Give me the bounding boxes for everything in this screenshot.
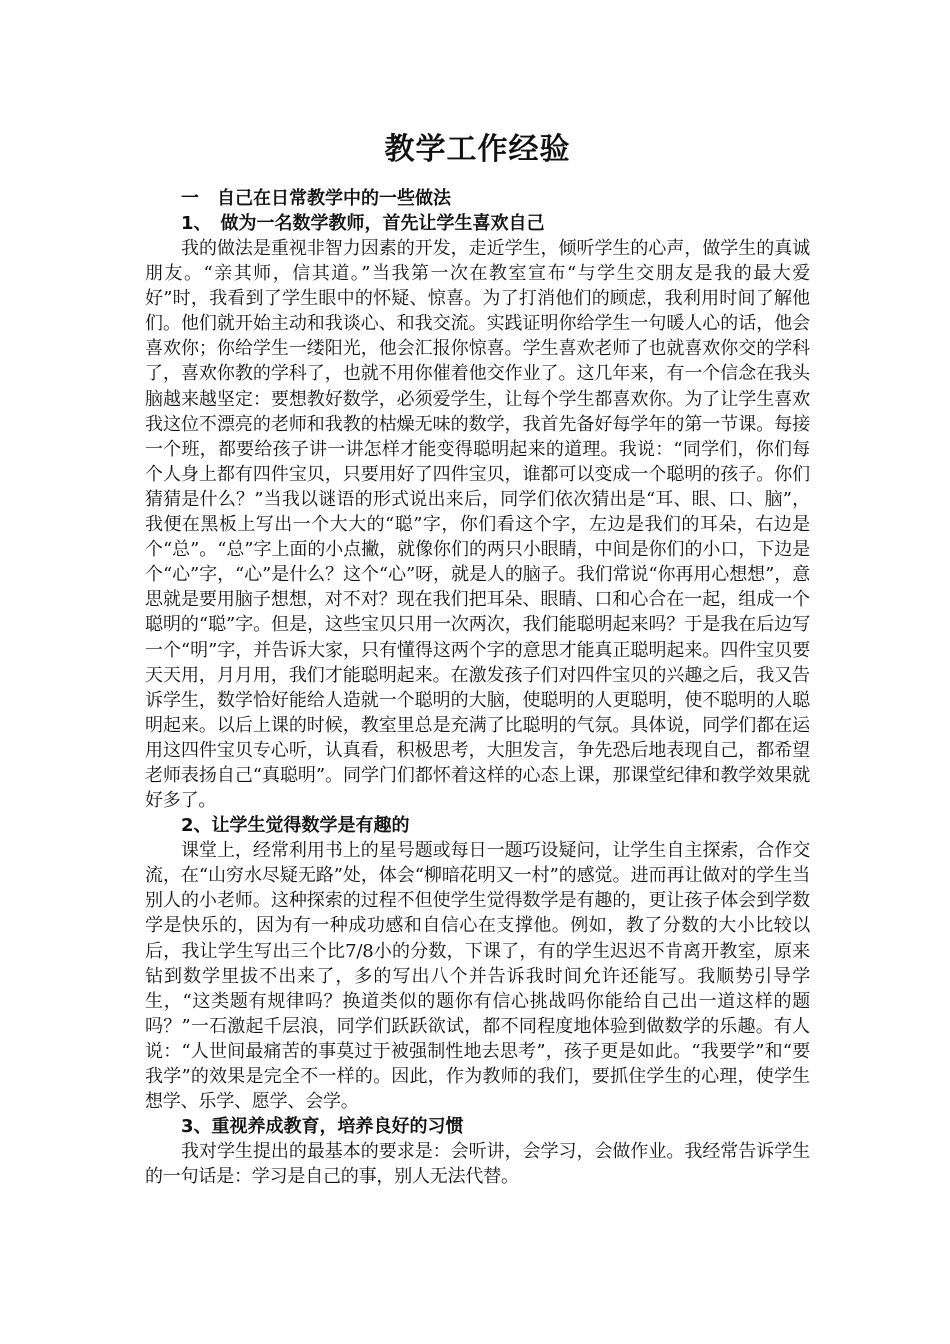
subsection-heading-2: 2、让学生觉得数学是有趣的 — [181, 815, 410, 837]
section-heading-1: 一 自己在日常教学中的一些做法 — [181, 188, 451, 209]
paragraph-3: 我对学生提出的最基本的要求是：会听讲，会学习，会做作业。我经常告诉学生的一句话是：学习是自己的事，别人无法代替。 — [145, 1141, 810, 1188]
subsection-heading-1: 1、 做为一名数学教师，首先让学生喜欢自己 — [181, 213, 545, 234]
paragraph-1: 我的做法是重视非智力因素的开发，走近学生，倾听学生的心声，做学生的真诚朋友。“亲其师，信其道。”当我第一次在教室宣布“与学生交朋友是我的最大爱好”时，我看到了学生眼中的怀疑、惊喜。为了打消他们的顾虑，我利用时间了解他们。他们就开始主动和我谈心、和我交流。实践证明你给学生一句暖人心的话，他会喜欢你；你给学生一缕阳光，他会汇报你惊喜。学生喜欢老师了也就喜欢你交的学科了，喜欢你教的学科了，也就不用你催着他交作业了。这几年来，有一个信念在我头脑越来越坚定：要想教好数学，必须爱学生，让每个学生都喜欢你。为了让学生喜欢我这位不漂亮的老师和我教的枯燥无味的数学，我首先备好每学年的第一节课。每接一个班，都要给孩子讲一讲怎样才能变得聪明起来的道理。我说：“同学们，你们每个人身上都有四件宝贝，只要用好了四件宝贝，谁都可以变成一个聪明的孩子。你们猜猜是什么？”当我以谜语的形式说出来后，同学们依次猜出是“耳、眼、口、脑”，我便在黑板上写出一个大大的“聪”字，你们看这个字，左边是我们的耳朵，右边是个“总”。“总”字上面的小点撇，就像你们的两只小眼睛，中间是你们的小口，下边是个“心”字，“心”是什么？这个“心”呀，就是人的脑子。我们常说“你再用心想想”，意思就是要用脑子想想，对不对？现在我们把耳朵、眼睛、口和心合在一起，组成一个聪明的“聪”字。但是，这些宝贝只用一次两次，我们能聪明起来吗？于是我在后边写一个“明”字，并告诉大家，只有懂得这两个字的意思才能真正聪明起来。四件宝贝要天天用，月月用，我们才能聪明起来。在激发孩子们对四件宝贝的兴趣之后，我又告诉学生，数学恰好能给人造就一个聪明的大脑，使聪明的人更聪明，使不聪明的人聪明起来。以后上课的时候，教室里总是充满了比聪明的气氛。具体说，同学们都在运用这四件宝贝专心听，认真看，积极思考，大胆发言，争先恐后地表现自己，都希望老师表扬自己“真聪明”。同学门们都怀着这样的心态上课，那课堂纪律和教学效果就好多了。 — [145, 238, 810, 812]
subsection-heading-3: 3、重视养成教育，培养良好的习惯 — [181, 1116, 464, 1138]
paragraph-2: 课堂上，经常利用书上的星号题或每日一题巧设疑问，让学生自主探索，合作交流，在“山穷水尽疑无路”处，体会“柳暗花明又一村”的感觉。进而再让做对的学生当别人的小老师。这种探索的过程不但使学生觉得数学是有趣的，更让孩子体会到学数学是快乐的，因为有一种成功感和自信心在支撑他。例如，教了分数的大小比较以后，我让学生写出三个比7/8小的分数，下课了，有的学生迟迟不肯离开教室，原来钻到数学里拔不出来了，多的写出八个并告诉我时间允许还能写。我顺势引导学生，“这类题有规律吗？换道类似的题你有信心挑战吗你能给自己出一道这样的题吗？”一石激起千层浪，同学们跃跃欲试，都不同程度地体验到做数学的乐趣。有人说：“人世间最痛苦的事莫过于被强制性地去思考”，孩子更是如此。“我要学”和“要我学”的效果是完全不一样的。因此，作为教师的我们，要抓住学生的心理，使学生想学、乐学、愿学、会学。 — [145, 840, 810, 1113]
document-title: 教学工作经验 — [384, 132, 571, 167]
document-page — [145, 128, 810, 1189]
